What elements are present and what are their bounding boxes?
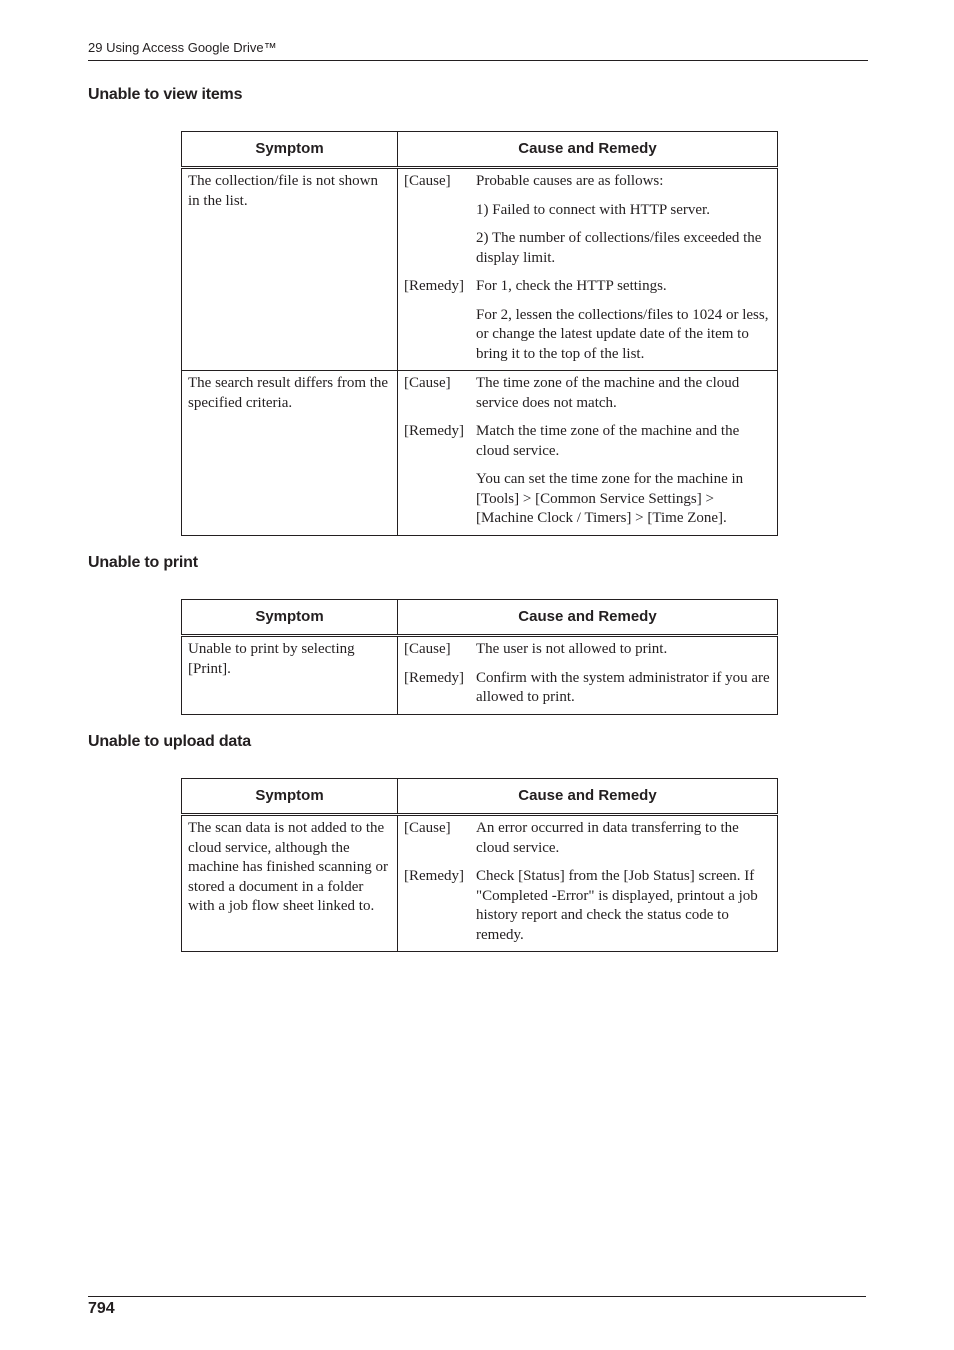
cause-remedy-cell	[398, 636, 778, 715]
cause-remedy-entry	[404, 172, 771, 192]
entry-text: An error occurred in data transferring to the cloud service.	[476, 820, 739, 856]
entry-text: The user is not allowed to print.	[476, 641, 668, 657]
section-heading-upload-data: Unable to upload data	[88, 733, 251, 750]
entry-tag: [Remedy]	[404, 669, 464, 686]
cause-remedy-entry	[404, 229, 771, 268]
entry-tag: [Cause]	[404, 375, 451, 391]
running-header: 29 Using Access Google Drive™	[88, 40, 868, 61]
table-header-row	[182, 132, 778, 168]
entry-text: You can set the time zone for the machine in [Tools] > [Common Service Settings] > [Machine Clock / Timers] > [Time Zone].	[476, 471, 744, 526]
entry-tag	[404, 229, 476, 268]
cause-remedy-cell	[398, 371, 778, 536]
cause-remedy-entry	[404, 201, 771, 221]
table-row	[182, 636, 778, 715]
cause-remedy-entry	[404, 306, 771, 365]
table-header-row	[182, 779, 778, 815]
cause-remedy-entry	[404, 669, 771, 708]
entry-tag: [Remedy]	[404, 278, 464, 294]
entry-text: The time zone of the machine and the cloud service does not match.	[476, 375, 740, 411]
column-header-cause-remedy: Cause and Remedy	[398, 132, 778, 168]
cause-remedy-entry	[404, 277, 771, 297]
table-header-row	[182, 600, 778, 636]
entry-text: Probable causes are as follows:	[476, 173, 664, 189]
column-header-symptom: Symptom	[182, 600, 398, 636]
troubleshooting-table-print	[181, 599, 778, 715]
section-heading-print: Unable to print	[88, 554, 198, 571]
cause-remedy-cell	[398, 168, 778, 371]
entry-text: Check [Status] from the [Job Status] screen. If "Completed -Error" is displayed, printout a job history report and check the status code to remedy.	[476, 868, 758, 943]
entry-tag	[404, 201, 476, 221]
cause-remedy-entry	[404, 374, 771, 413]
troubleshooting-table-view-items	[181, 131, 778, 536]
column-header-cause-remedy: Cause and Remedy	[398, 600, 778, 636]
cause-remedy-entry	[404, 470, 771, 529]
entry-text: 1) Failed to connect with HTTP server.	[476, 201, 710, 218]
table-row	[182, 815, 778, 952]
symptom-cell: Unable to print by selecting [Print].	[182, 636, 398, 715]
symptom-cell: The scan data is not added to the cloud service, although the machine has finished scanning or stored a document in a folder with a job flow sheet linked to.	[182, 815, 398, 952]
entry-tag	[404, 306, 476, 365]
page-number: 794	[88, 1300, 115, 1317]
cause-remedy-entry	[404, 819, 771, 858]
cause-remedy-entry	[404, 422, 771, 461]
symptom-cell: The collection/file is not shown in the list.	[182, 168, 398, 371]
entry-tag: [Remedy]	[404, 423, 464, 439]
cause-remedy-cell	[398, 815, 778, 952]
entry-tag: [Cause]	[404, 641, 451, 657]
troubleshooting-table-upload-data	[181, 778, 778, 952]
entry-tag	[404, 470, 476, 529]
section-heading-view-items: Unable to view items	[88, 86, 243, 103]
entry-tag: [Cause]	[404, 820, 451, 836]
cause-remedy-entry	[404, 640, 771, 660]
entry-tag: [Remedy]	[404, 868, 464, 884]
entry-text: Match the time zone of the machine and the cloud service.	[476, 423, 740, 459]
cause-remedy-entry	[404, 867, 771, 945]
entry-text: Confirm with the system administrator if you are allowed to print.	[476, 669, 770, 705]
table-row	[182, 168, 778, 371]
column-header-symptom: Symptom	[182, 779, 398, 815]
column-header-symptom: Symptom	[182, 132, 398, 168]
entry-text: 2) The number of collections/files exceeded the display limit.	[476, 230, 762, 266]
page-footer	[88, 1296, 866, 1318]
symptom-cell: The search result differs from the specified criteria.	[182, 371, 398, 536]
column-header-cause-remedy: Cause and Remedy	[398, 779, 778, 815]
entry-text: For 2, lessen the collections/files to 1024 or less, or change the latest update date of the item to bring it to the top of the list.	[476, 306, 769, 362]
entry-text: For 1, check the HTTP settings.	[476, 278, 667, 294]
table-row	[182, 371, 778, 536]
entry-tag: [Cause]	[404, 173, 451, 189]
